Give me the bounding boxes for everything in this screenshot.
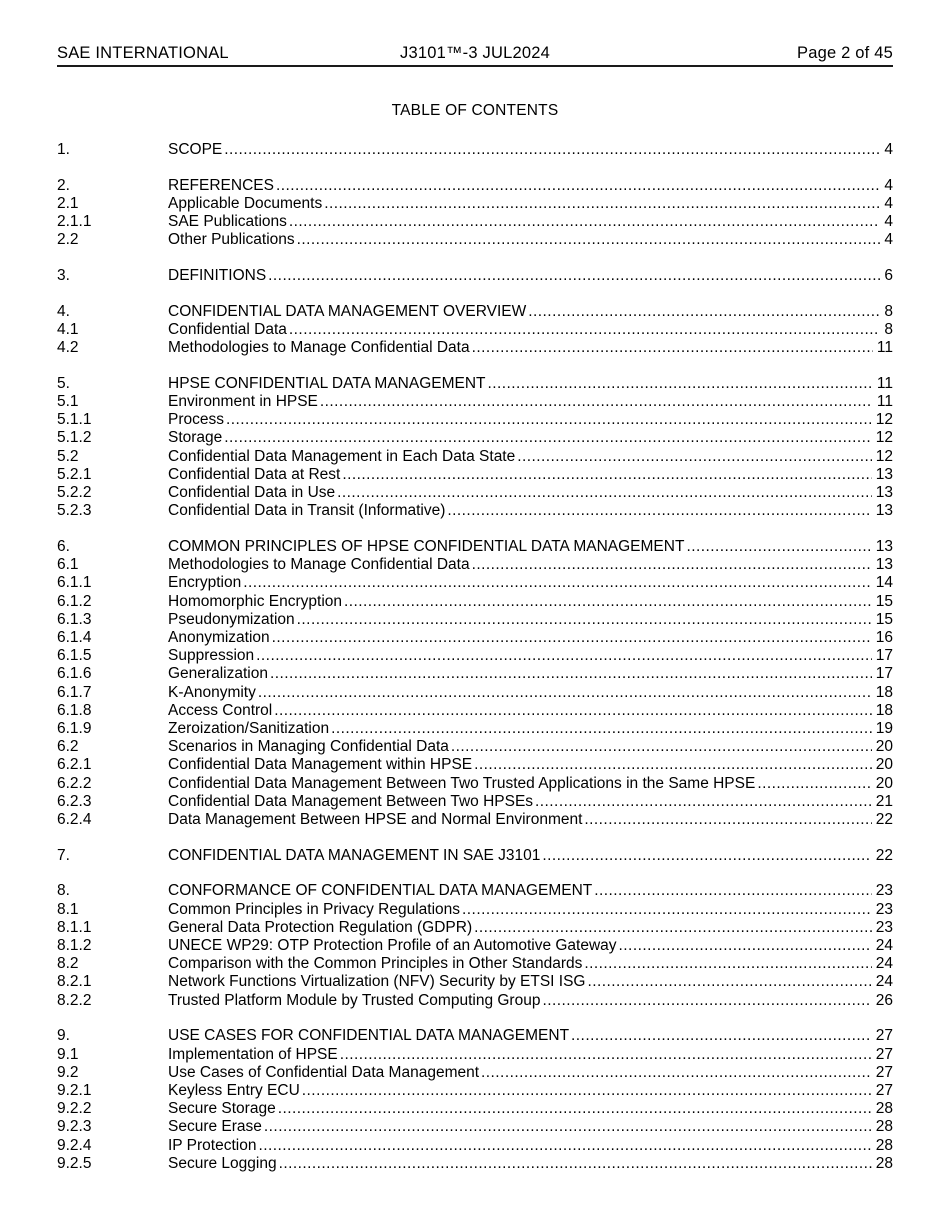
toc-entry-6-2-2	[57, 775, 893, 793]
toc-dot-leader	[243, 574, 872, 592]
toc-entry-title: General Data Protection Regulation (GDPR)	[168, 918, 473, 936]
toc-entry-page: 16	[875, 628, 893, 646]
toc-entry-number: 6.2.3	[57, 792, 92, 810]
toc-entry-title: Confidential Data in Use	[168, 484, 336, 502]
toc-entry-page: 13	[875, 484, 893, 502]
toc-entry-5-2	[57, 448, 893, 466]
toc-dot-leader	[279, 1155, 872, 1173]
toc-entry-number: 8.2	[57, 955, 79, 973]
toc-entry-number: 2.2	[57, 231, 79, 249]
toc-entry-number: 5.2.1	[57, 465, 92, 483]
toc-entry-number: 5.1.1	[57, 411, 92, 429]
toc-entry-number: 6.1.5	[57, 647, 92, 665]
toc-entry-number: 6.1.7	[57, 683, 92, 701]
toc-entry-9-2-4	[57, 1137, 893, 1155]
toc-group	[57, 1027, 893, 1173]
toc-entry-title: REFERENCES	[168, 176, 274, 194]
header-doc-number: J3101™-3 JUL2024	[400, 44, 550, 62]
toc-entry-5-1-1	[57, 411, 893, 429]
toc-entry-page: 17	[875, 647, 893, 665]
toc-dot-leader	[342, 466, 871, 484]
toc-entry-number: 9.2.4	[57, 1136, 92, 1154]
toc-entry-page: 11	[876, 374, 893, 392]
toc-entry-title: Environment in HPSE	[168, 393, 318, 411]
toc-entry-page: 6	[884, 267, 893, 285]
toc-entry-9-2-1	[57, 1082, 893, 1100]
toc-entry-9-2-2	[57, 1100, 893, 1118]
toc-entry-number: 5.1	[57, 393, 79, 411]
toc-entry-number: 8.1	[57, 900, 79, 918]
header-publisher: SAE INTERNATIONAL	[57, 44, 229, 62]
toc-dot-leader	[535, 793, 872, 811]
toc-entry-6-1-1	[57, 574, 893, 592]
toc-dot-leader	[344, 593, 872, 611]
toc-entry-6-2	[57, 738, 893, 756]
toc-entry-page: 27	[875, 1027, 893, 1045]
toc-entry-page: 13	[875, 502, 893, 520]
toc-dot-leader	[474, 756, 872, 774]
toc-entry-title: Generalization	[168, 665, 268, 683]
toc-entry-number: 6.2.1	[57, 756, 92, 774]
toc-entry-6-1-8	[57, 702, 893, 720]
toc-entry-2-1	[57, 195, 893, 213]
toc-entry-title: Secure Logging	[168, 1154, 277, 1172]
toc-entry-6-1-6	[57, 665, 893, 683]
toc-dot-leader	[528, 303, 880, 321]
toc-entry-title: Methodologies to Manage Confidential Data	[168, 556, 470, 574]
toc-entry-number: 2.1	[57, 194, 79, 212]
toc-entry-title: IP Protection	[168, 1136, 257, 1154]
toc-entry-6-2-1	[57, 756, 893, 774]
toc-entry-page: 13	[875, 537, 893, 555]
toc-entry-5-2-2	[57, 484, 893, 502]
toc-entry-4-2	[57, 339, 893, 357]
toc-entry-page: 4	[884, 213, 893, 231]
toc-entry-page: 22	[875, 811, 893, 828]
toc-entry-page: 22	[875, 846, 893, 864]
toc-dot-leader	[226, 411, 872, 429]
toc-entry-number: 8.2.1	[57, 973, 92, 991]
toc-entry-number: 1.	[57, 141, 70, 158]
toc-entry-title: Secure Storage	[168, 1100, 276, 1118]
toc-entry-number: 5.1.2	[57, 429, 92, 447]
toc-dot-leader	[584, 955, 871, 973]
toc-entry-page: 19	[875, 719, 893, 737]
toc-entry-number: 9.2	[57, 1063, 79, 1081]
toc-entry-title: CONFIDENTIAL DATA MANAGEMENT OVERVIEW	[168, 302, 527, 320]
toc-entry-8-1-1	[57, 919, 893, 937]
toc-entry-5	[57, 375, 893, 393]
toc-dot-leader	[488, 375, 873, 393]
toc-group	[57, 882, 893, 1009]
toc-title: TABLE OF CONTENTS	[391, 102, 559, 119]
toc-entry-title: Methodologies to Manage Confidential Data	[168, 339, 470, 357]
toc-entry-page: 28	[875, 1100, 893, 1118]
toc-dot-leader	[272, 629, 872, 647]
toc-entry-number: 2.	[57, 176, 70, 194]
toc-dot-leader	[324, 195, 880, 213]
page-header	[57, 45, 893, 67]
toc-group	[57, 177, 893, 250]
toc-entry-page: 15	[875, 610, 893, 628]
toc-entry-6-1-4	[57, 629, 893, 647]
toc-dot-leader	[256, 647, 872, 665]
toc-entry-title: Scenarios in Managing Confidential Data	[168, 738, 449, 756]
toc-entry-6-1-3	[57, 611, 893, 629]
toc-entry-number: 5.2.2	[57, 484, 92, 502]
toc-entry-number: 9.	[57, 1027, 70, 1045]
toc-entry-8-1-2	[57, 937, 893, 955]
toc-entry-page: 18	[875, 683, 893, 701]
toc-entry-title: Applicable Documents	[168, 194, 323, 212]
toc-entry-9-2-3	[57, 1118, 893, 1136]
toc-entry-title: Trusted Platform Module by Trusted Computing Group	[168, 991, 541, 1009]
toc-entry-5-1	[57, 393, 893, 411]
toc-entry-title: Zeroization/Sanitization	[168, 719, 330, 737]
toc-entry-title: HPSE CONFIDENTIAL DATA MANAGEMENT	[168, 374, 486, 392]
toc-entry-title: Process	[168, 411, 224, 429]
toc-entry-number: 6.1.8	[57, 701, 92, 719]
toc-entry-page: 24	[875, 937, 893, 955]
toc-entry-title: Common Principles in Privacy Regulations	[168, 900, 461, 918]
toc-entry-number: 5.	[57, 374, 70, 392]
toc-entry-title: Anonymization	[168, 628, 270, 646]
toc-entry-number: 8.1.1	[57, 918, 92, 936]
toc-entry-page: 21	[875, 792, 893, 810]
toc-entry-title: Homomorphic Encryption	[168, 592, 343, 610]
toc-entry-title: Access Control	[168, 701, 273, 719]
toc-group	[57, 141, 893, 159]
toc-entry-page: 12	[875, 447, 893, 465]
toc-dot-leader	[686, 538, 871, 556]
toc-entry-number: 6.1.2	[57, 592, 92, 610]
toc-entry-title: Confidential Data	[168, 320, 287, 338]
toc-entry-6-1-9	[57, 720, 893, 738]
toc-entry-7	[57, 847, 893, 865]
toc-entry-number: 6.1.1	[57, 574, 92, 592]
toc-entry-title: Encryption	[168, 574, 242, 592]
toc-entry-page: 26	[875, 991, 893, 1009]
toc-entry-title: SAE Publications	[168, 213, 287, 231]
toc-entry-number: 4.	[57, 302, 70, 320]
toc-dot-leader	[224, 429, 871, 447]
toc-entry-2-1-1	[57, 213, 893, 231]
toc-entry-number: 9.2.1	[57, 1081, 92, 1099]
toc-dot-leader	[320, 393, 873, 411]
toc-entry-number: 9.2.2	[57, 1100, 92, 1118]
toc-dot-leader	[451, 738, 872, 756]
toc-entry-5-2-1	[57, 466, 893, 484]
toc-dot-leader	[302, 1082, 872, 1100]
toc-entry-8	[57, 882, 893, 900]
toc-entry-title: COMMON PRINCIPLES OF HPSE CONFIDENTIAL DATA MANAGEMENT	[168, 537, 685, 555]
toc-entry-6-1-2	[57, 593, 893, 611]
toc-entry-1	[57, 141, 893, 159]
toc-entry-title: Comparison with the Common Principles in Other Standards	[168, 955, 583, 973]
toc-entry-title: Network Functions Virtualization (NFV) Security by ETSI ISG	[168, 973, 586, 991]
toc-entry-page: 13	[875, 556, 893, 574]
toc-entry-title: UNECE WP29: OTP Protection Profile of an Automotive Gateway	[168, 937, 617, 955]
toc-entry-page: 11	[876, 339, 893, 357]
toc-entry-number: 6.2	[57, 738, 79, 756]
toc-entry-8-1	[57, 901, 893, 919]
toc-entry-page: 4	[884, 231, 893, 249]
toc-entry-8-2	[57, 955, 893, 973]
toc-dot-leader	[340, 1046, 872, 1064]
toc-entry-title: CONFIDENTIAL DATA MANAGEMENT IN SAE J3101	[168, 846, 541, 864]
toc-dot-leader	[337, 484, 872, 502]
toc-entry-title: Storage	[168, 429, 223, 447]
toc-entry-page: 20	[875, 756, 893, 774]
toc-dot-leader	[276, 177, 880, 195]
toc-entry-page: 17	[875, 665, 893, 683]
toc-entry-page: 23	[875, 882, 893, 900]
toc-entry-title: Implementation of HPSE	[168, 1045, 338, 1063]
toc-entry-number: 9.2.3	[57, 1118, 92, 1136]
toc-entry-title: Pseudonymization	[168, 610, 295, 628]
toc-dot-leader	[270, 665, 872, 683]
toc-dot-leader	[289, 213, 880, 231]
toc-entry-title: Other Publications	[168, 231, 295, 249]
toc-entry-6-1-7	[57, 684, 893, 702]
toc-dot-leader	[264, 1118, 872, 1136]
toc-entry-page: 24	[875, 973, 893, 991]
toc-entry-page: 28	[875, 1118, 893, 1136]
toc-dot-leader	[517, 448, 872, 466]
toc-entry-page: 20	[875, 774, 893, 792]
toc-entry-number: 8.	[57, 882, 70, 900]
toc-entry-number: 3.	[57, 267, 70, 285]
toc-entry-number: 6.1.4	[57, 628, 92, 646]
toc-dot-leader	[462, 901, 872, 919]
toc-entry-title: Confidential Data in Transit (Informative)	[168, 502, 446, 520]
toc-entry-4-1	[57, 321, 893, 339]
toc-entry-page: 4	[884, 176, 893, 194]
toc-entry-title: Secure Erase	[168, 1118, 262, 1136]
toc-entry-9-2	[57, 1064, 893, 1082]
toc-entry-number: 6.1.6	[57, 665, 92, 683]
toc-entry-title: Confidential Data Management within HPSE	[168, 756, 473, 774]
toc-entry-2-2	[57, 231, 893, 249]
toc-entry-number: 6.2.2	[57, 774, 92, 792]
toc-entry-page: 12	[875, 429, 893, 447]
toc-entry-page: 20	[875, 738, 893, 756]
toc-entry-page: 8	[884, 302, 893, 320]
toc-entry-page: 12	[875, 411, 893, 429]
toc-entry-5-1-2	[57, 429, 893, 447]
toc-dot-leader	[472, 556, 872, 574]
toc-entry-page: 18	[875, 701, 893, 719]
toc-entry-page: 4	[884, 194, 893, 212]
toc-entry-5-2-3	[57, 502, 893, 520]
toc-entry-page: 28	[875, 1154, 893, 1172]
toc-dot-leader	[619, 937, 872, 955]
toc-dot-leader	[297, 231, 881, 249]
toc-entry-9-1	[57, 1046, 893, 1064]
toc-entry-page: 28	[875, 1136, 893, 1154]
toc-entry-6-1	[57, 556, 893, 574]
toc-dot-leader	[447, 502, 871, 520]
toc-entry-title: Confidential Data Management Between Two HPSEs	[168, 792, 534, 810]
toc-entry-page: 27	[875, 1063, 893, 1081]
toc-entry-2	[57, 177, 893, 195]
toc-entry-page: 27	[875, 1045, 893, 1063]
toc-entry-page: 24	[875, 955, 893, 973]
toc-group	[57, 267, 893, 285]
toc-entry-title: SCOPE	[168, 141, 223, 158]
toc-entry-page: 8	[884, 320, 893, 338]
toc-dot-leader	[278, 1100, 872, 1118]
toc-dot-leader	[571, 1027, 872, 1045]
toc-entry-6-2-3	[57, 793, 893, 811]
toc-entry-number: 8.1.2	[57, 937, 92, 955]
toc-dot-leader	[258, 684, 872, 702]
toc-entry-9	[57, 1027, 893, 1045]
toc-entry-title: CONFORMANCE OF CONFIDENTIAL DATA MANAGEMENT	[168, 882, 593, 900]
toc-dot-leader	[331, 720, 872, 738]
toc-dot-leader	[588, 973, 872, 991]
toc-dot-leader	[481, 1064, 872, 1082]
toc-entry-title: Suppression	[168, 647, 255, 665]
toc-entry-number: 6.1	[57, 556, 79, 574]
toc-entry-page: 23	[875, 900, 893, 918]
toc-entry-number: 4.1	[57, 320, 79, 338]
toc-entry-number: 6.2.4	[57, 811, 92, 828]
toc-dot-leader	[584, 811, 871, 829]
toc-list	[57, 141, 893, 1173]
toc-dot-leader	[224, 141, 880, 159]
toc-entry-page: 14	[875, 574, 893, 592]
toc-entry-title: Confidential Data Management Between Two Trusted Applications in the Same HPSE	[168, 774, 756, 792]
toc-entry-page: 11	[876, 393, 893, 411]
toc-dot-leader	[258, 1137, 871, 1155]
toc-dot-leader	[274, 702, 872, 720]
toc-entry-number: 9.2.5	[57, 1154, 92, 1172]
toc-entry-number: 6.	[57, 537, 70, 555]
toc-entry-title: Data Management Between HPSE and Normal Environment	[168, 811, 583, 828]
toc-entry-number: 9.1	[57, 1045, 79, 1063]
toc-dot-leader	[474, 919, 872, 937]
toc-entry-title: USE CASES FOR CONFIDENTIAL DATA MANAGEMENT	[168, 1027, 570, 1045]
toc-entry-page: 23	[875, 918, 893, 936]
toc-entry-3	[57, 267, 893, 285]
toc-entry-title: DEFINITIONS	[168, 267, 267, 285]
toc-dot-leader	[757, 775, 871, 793]
toc-entry-number: 2.1.1	[57, 213, 92, 231]
toc-entry-page: 4	[884, 141, 893, 158]
toc-entry-title: Keyless Entry ECU	[168, 1081, 300, 1099]
toc-entry-8-2-2	[57, 992, 893, 1010]
toc-group	[57, 303, 893, 358]
toc-entry-title: Confidential Data Management in Each Data State	[168, 447, 516, 465]
toc-dot-leader	[472, 339, 873, 357]
toc-entry-number: 8.2.2	[57, 991, 92, 1009]
toc-entry-title: Confidential Data at Rest	[168, 465, 341, 483]
toc-entry-9-2-5	[57, 1155, 893, 1173]
toc-dot-leader	[268, 267, 880, 285]
toc-dot-leader	[289, 321, 880, 339]
toc-entry-number: 5.2	[57, 447, 79, 465]
toc-entry-number: 6.1.3	[57, 610, 92, 628]
toc-dot-leader	[542, 847, 871, 865]
toc-entry-6-2-4	[57, 811, 893, 829]
toc-entry-number: 6.1.9	[57, 719, 92, 737]
toc-group	[57, 538, 893, 829]
toc-entry-6-1-5	[57, 647, 893, 665]
toc-dot-leader	[542, 992, 871, 1010]
toc-group	[57, 847, 893, 865]
toc-group	[57, 375, 893, 521]
toc-dot-leader	[594, 882, 871, 900]
toc-entry-title: Use Cases of Confidential Data Management	[168, 1063, 480, 1081]
toc-entry-page: 27	[875, 1081, 893, 1099]
toc-entry-8-2-1	[57, 973, 893, 991]
toc-entry-number: 4.2	[57, 339, 79, 357]
toc-entry-number: 7.	[57, 846, 70, 864]
toc-entry-4	[57, 303, 893, 321]
toc-entry-page: 15	[875, 592, 893, 610]
toc-entry-6	[57, 538, 893, 556]
header-page-count: Page 2 of 45	[797, 44, 893, 62]
toc-entry-title: K-Anonymity	[168, 683, 256, 701]
toc-dot-leader	[297, 611, 872, 629]
toc-entry-number: 5.2.3	[57, 502, 92, 520]
toc-entry-page: 13	[875, 465, 893, 483]
